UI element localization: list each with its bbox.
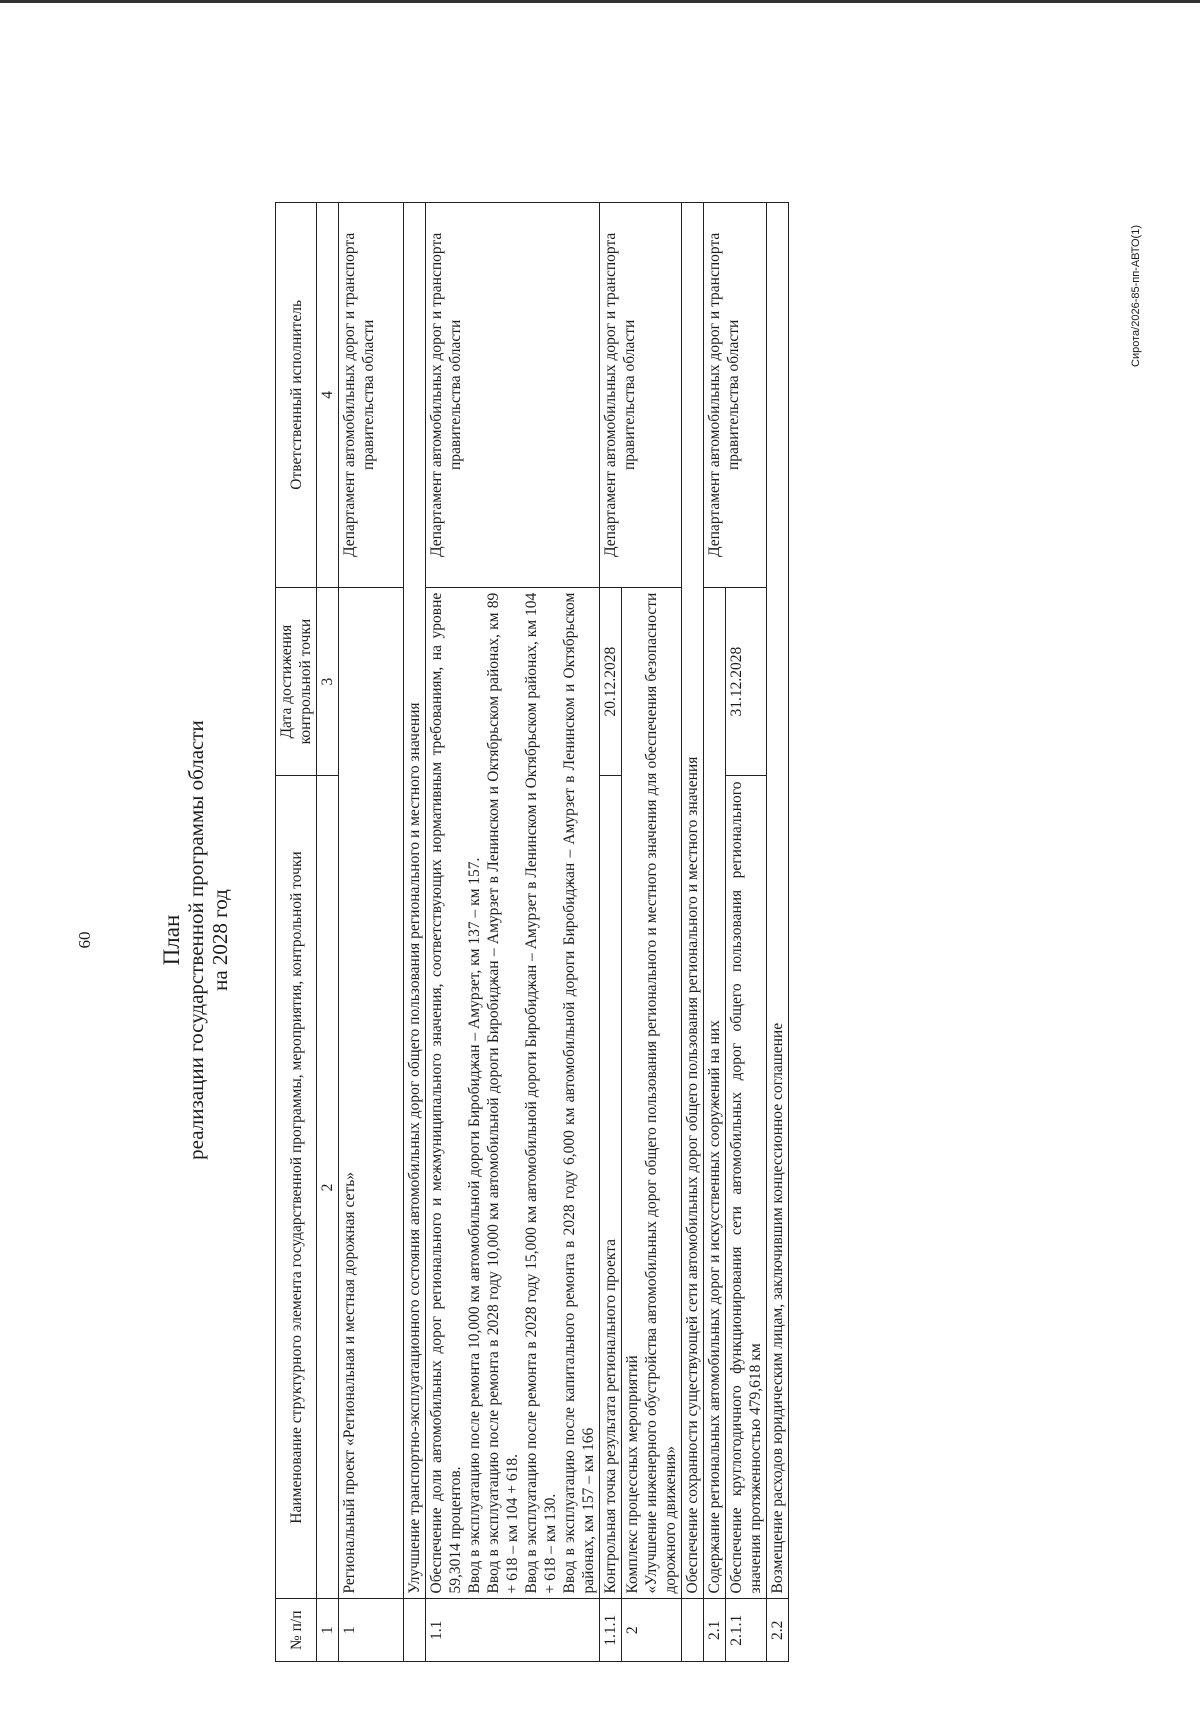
colnum-2: 2 [317, 776, 339, 1599]
row-name-line: Ввод в эксплуатацию после ремонта в 2028 году 15,000 км автомобильной дороги Биробиджан – Амурзет в Ленинском и Октябрьском районах, км 104 + 618 – км 130. [523, 592, 559, 1594]
row-name: Контрольная точка результата регионального проекта [600, 776, 622, 1599]
table-row [404, 203, 426, 1662]
row-name: Региональный проект «Региональная и местная дорожная сеть» [339, 587, 404, 1599]
title-line-1: План [159, 914, 184, 966]
row-num: 2.1 [704, 1599, 726, 1662]
row-name: Содержание региональных автомобильных дорог и искусственных сооружений на них [704, 587, 726, 1599]
row-name-line: Комплекс процессных мероприятий [624, 1355, 641, 1594]
row-num: 1.1 [426, 1599, 600, 1662]
header-date: Дата достижения контрольной точки [276, 587, 317, 776]
row-name [622, 587, 682, 1599]
row-name-line: Обеспечение доли автомобильных дорог регионального и межмуниципального значения, соответствующих нормативным требованиям, на уровне 59,3014 процентов. [428, 592, 464, 1594]
row-name [426, 587, 600, 1599]
header-name: Наименование структурного элемента государственной программы, мероприятия, контрольной точки [276, 776, 317, 1599]
header-executor: Ответственный исполнитель [276, 203, 317, 588]
header-row [276, 203, 317, 1662]
table-row [682, 203, 704, 1662]
row-executor: Департамент автомобильных дорог и транспорта правительства области [426, 203, 600, 588]
footer-reference: Сирота/2026-85-пп-АВТО(1) [1130, 225, 1142, 367]
task-row: Улучшение транспортно-эксплуатационного состояния автомобильных дорог общего пользования регионального и местного значения [404, 203, 426, 1599]
table-row [600, 203, 622, 1662]
row-num-empty [404, 1599, 426, 1662]
row-num-empty [682, 1599, 704, 1662]
header-num: № п/п [276, 1599, 317, 1662]
plan-table [275, 202, 789, 1662]
table-row [767, 203, 789, 1662]
row-name: Обеспечение круглогодичного функционирования сети автомобильных дорог общего пользования регионального значения протяженностью 479,618 км [726, 776, 767, 1599]
row-name: Возмещение расходов юридическим лицам, заключившим концессионное соглашение [767, 203, 789, 1599]
row-num: 2.2 [767, 1599, 789, 1662]
task-row: Обеспечение сохранности существующей сети автомобильных дорог общего пользования регионального и местного значения [682, 203, 704, 1599]
table-row [426, 203, 600, 1662]
row-name-line: Ввод в эксплуатацию после ремонта 10,000 км автомобильной дороги Биробиджан – Амурзет, км 137 – км 157. [466, 857, 483, 1594]
row-num: 1.1.1 [600, 1599, 622, 1662]
row-executor: Департамент автомобильных дорог и транспорта правительства области [600, 203, 682, 588]
row-num: 2.1.1 [726, 1599, 767, 1662]
colnum-4: 4 [317, 203, 339, 588]
row-name-line: Ввод в эксплуатацию после капитального ремонта в 2028 году 6,000 км автомобильной дороги Биробиджан – Амурзет в Ленинском и Октябрьском районах, км 157 – км 166 [561, 592, 597, 1594]
colnum-3: 3 [317, 587, 339, 776]
table-row [704, 203, 726, 1662]
document-title [160, 190, 232, 1690]
row-executor: Департамент автомобильных дорог и транспорта правительства области [339, 203, 404, 588]
page-number: 60 [75, 931, 94, 949]
row-num: 1 [339, 1599, 404, 1662]
column-number-row [317, 203, 339, 1662]
row-date: 20.12.2028 [600, 587, 622, 776]
scan-edge [0, 0, 1200, 3]
row-name-line: Ввод в эксплуатацию после ремонта в 2028 году 10,000 км автомобильной дороги Биробиджан – Амурзет в Ленинском и Октябрьском районах, км 89 + 618 – км 104 + 618. [485, 592, 521, 1594]
row-name-line: «Улучшение инженерного обустройства автомобильных дорог общего пользования регионального и местного значения для обеспечения безопасности дорожного движения» [643, 592, 679, 1594]
document-page [75, 190, 1142, 1690]
table-row [339, 203, 404, 1662]
colnum-1: 1 [317, 1599, 339, 1662]
row-executor: Департамент автомобильных дорог и транспорта правительства области [704, 203, 767, 588]
row-num: 2 [622, 1599, 682, 1662]
row-date: 31.12.2028 [726, 587, 767, 776]
title-line-2: реализации государственной программы области [184, 720, 208, 1160]
title-line-3: на 2028 год [208, 889, 232, 991]
